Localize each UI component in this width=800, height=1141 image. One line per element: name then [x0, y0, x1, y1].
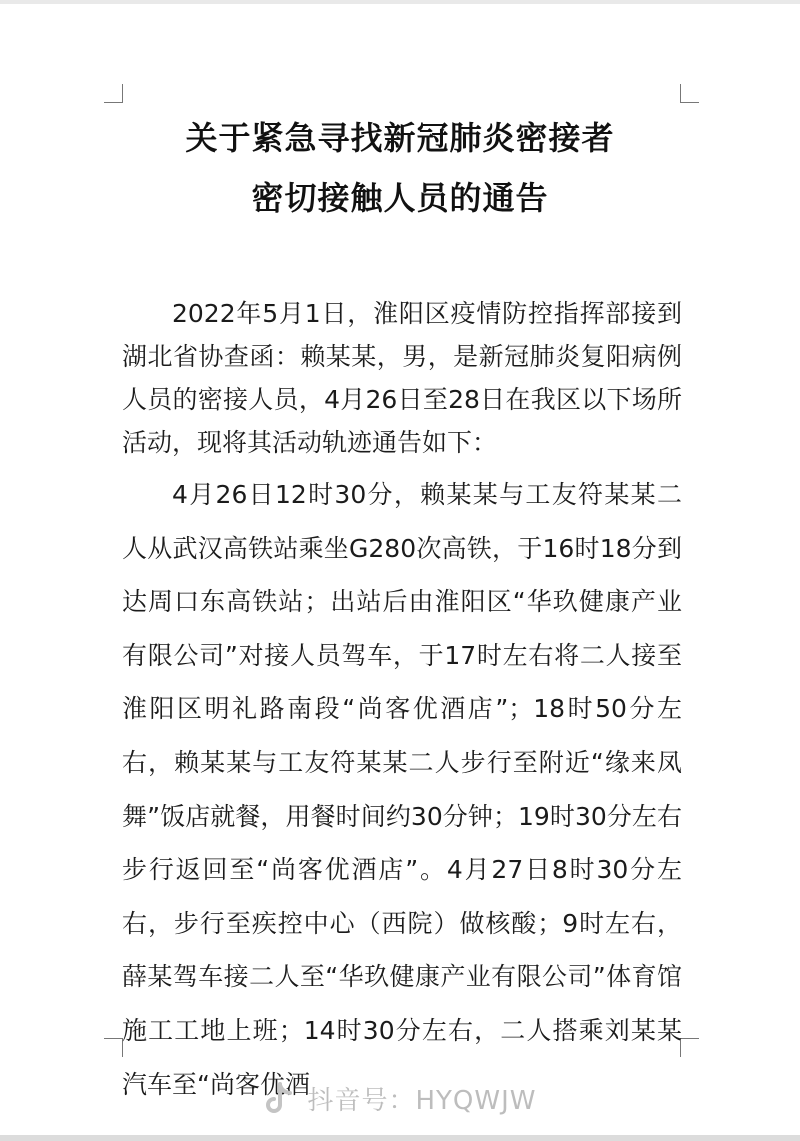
page-top-edge — [0, 0, 800, 4]
document-title-line-2: 密切接触人员的通告 — [251, 179, 549, 217]
crop-mark-top-left — [104, 84, 123, 103]
page-bottom-edge — [0, 1135, 800, 1141]
crop-mark-bottom-left — [104, 1038, 123, 1057]
crop-mark-bottom-right — [680, 1038, 699, 1057]
watermark — [0, 1080, 800, 1117]
watermark-text: 抖音号：HYQWJW — [307, 1086, 537, 1116]
body-paragraph-1: 2022年5月1日，淮阳区疫情防控指挥部接到湖北省协查函：赖某某，男，是新冠肺炎复阳病例人员的密接人员，4月26日至28日在我区以下场所活动，现将其活动轨迹通告如下： — [122, 299, 682, 457]
douyin-logo-icon — [264, 1081, 294, 1117]
document-title-line-1: 关于紧急寻找新冠肺炎密接者 — [185, 119, 615, 157]
body-paragraph-2: 4月26日12时30分，赖某某与工友符某某二人从武汉高铁站乘坐G280次高铁，于16时18分到达周口东高铁站；出站后由淮阳区“华玖健康产业有限公司”对接人员驾车，于17时左右将二人接至淮阳区明礼路南段“尚客优酒店”；18时50分左右，赖某某与工友符某某二人步行至附近“缘来凤舞”饭店就餐，用餐时间约30分钟；19时30分左右步行返回至“尚客优酒店”。4月27日8时30分左右，步行至疾控中心（西院）做核酸；9时左右，薛某驾车接二人至“华玖健康产业有限公司”体育馆施工工地上班；14时30分左右，二人搭乘刘某某汽车至“尚客优酒 — [122, 480, 682, 1099]
crop-mark-top-right — [680, 84, 699, 103]
